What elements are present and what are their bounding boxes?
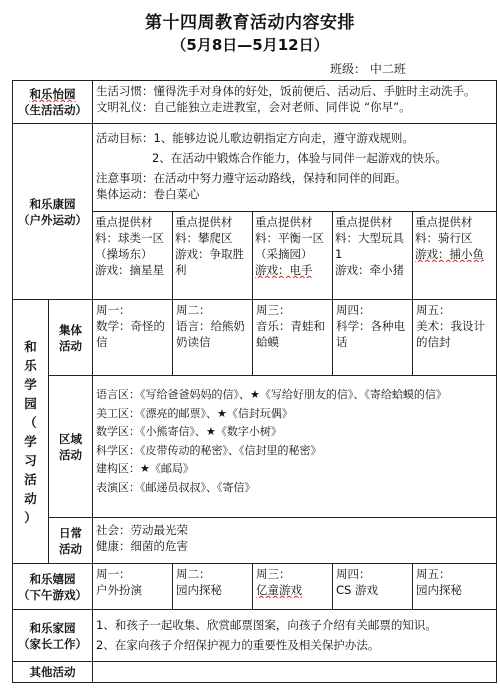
zone-4-line-2: 料：大型玩具 (335, 231, 404, 245)
lexi-mon-label: 周一： (96, 567, 131, 581)
category-lexue-c7: 活 (24, 471, 37, 487)
group-day-mon (93, 300, 173, 376)
category-lexue-c6: 习 (24, 452, 37, 468)
row-lekang-goals (13, 124, 497, 212)
category-leyi-title: 和乐怡园 (29, 87, 76, 101)
class-label: 班级： 中二班 (330, 62, 406, 76)
category-lexue-c5: 学 (24, 433, 37, 449)
group-day-mon-label: 周一： (96, 303, 131, 317)
row-lexue-daily (13, 518, 497, 564)
group-day-wed-text: 音乐：青蛙和蛤蟆 (256, 319, 325, 349)
category-other (13, 662, 93, 683)
zone-1 (93, 212, 173, 300)
date-range: （5月8日—5月12日） (171, 36, 329, 54)
category-lexi-sub: （下午游戏） (18, 587, 87, 602)
schedule-table (12, 80, 497, 683)
group-day-tue (173, 300, 253, 376)
sub-daily-activity (49, 518, 93, 564)
lekang-goal-2: 2、在活动中锻炼合作能力，体验与同伴一起游戏的快乐。 (152, 151, 447, 165)
group-day-tue-label: 周二： (176, 303, 211, 317)
category-lexi-title: 和乐嬉园 (29, 571, 76, 586)
category-lexue-c2: 学 (24, 376, 37, 392)
area-list (93, 376, 497, 518)
area-science: 科学区：《皮带传动的秘密》、《信封里的秘密》 (96, 443, 322, 457)
category-lexue (13, 300, 49, 564)
zone-5-line-2: 料：骑行区 (415, 231, 473, 245)
zone-1-line-2: 料：球类一区 (95, 231, 164, 245)
lexi-thu-label: 周四： (336, 567, 371, 581)
area-art: 美工区：《漂亮的邮票》、★《信封玩偶》 (96, 406, 293, 420)
area-math: 数学区：《小熊寄信》、★《数字小树》 (96, 425, 282, 438)
lexi-mon-text: 户外扮演 (96, 583, 142, 597)
group-day-mon-text: 数学：奇怪的信 (96, 319, 165, 349)
group-day-thu-text: 科学：各种电话 (336, 319, 405, 349)
other-content (93, 662, 497, 683)
zone-3-line-4: 游戏：电手 (255, 263, 313, 277)
category-leyi-sub: （生活活动） (18, 103, 87, 117)
row-other (13, 662, 497, 683)
zone-2-line-2: 料：攀爬区 (175, 231, 233, 245)
category-lekang (13, 124, 93, 300)
zone-2-line-1: 重点提供材 (175, 215, 233, 229)
zone-1-line-4: 游戏：摘星星 (95, 263, 164, 277)
category-lexue-c3: 园 (24, 395, 37, 411)
sub-area-activity (49, 376, 93, 518)
sub-daily-label-1: 日常 (59, 525, 82, 540)
category-lejia-title: 和乐家园 (29, 620, 76, 635)
category-lexue-c4: （ (24, 414, 37, 430)
row-leyi (13, 81, 497, 124)
lekang-goal-1: 活动目标：1、能够边说儿歌边朝指定方向走，遵守游戏规则。 (96, 131, 414, 145)
zone-5-line-3: 游戏：捕小鱼 (415, 247, 484, 261)
lexi-tue (173, 564, 253, 610)
category-lexue-c1: 乐 (24, 357, 37, 373)
lejia-item-1: 1、和孩子一起收集、欣赏邮票图案，向孩子介绍有关邮票的知识。 (96, 618, 437, 632)
zone-4-line-4: 游戏：牵小猪 (335, 263, 404, 277)
lexi-thu-text: CS 游戏 (336, 583, 378, 597)
area-language: 语言区：《写给爸爸妈妈的信》、★《写给好朋友的信》、《寄给蛤蟆的信》 (96, 388, 447, 401)
zone-3-line-2: 料：平衡一区 (255, 231, 324, 245)
category-lekang-sub: （户外运动） (18, 212, 87, 227)
leyi-content (93, 81, 497, 124)
daily-society: 社会：劳动最光荣 (96, 523, 188, 537)
group-day-thu-label: 周四： (336, 303, 371, 317)
row-lexi (13, 564, 497, 610)
row-lejia (13, 610, 497, 662)
group-day-thu (333, 300, 413, 376)
lekang-goals (93, 124, 497, 212)
lejia-item-2: 2、在家向孩子介绍保护视力的重要性及相关保护办法。 (96, 638, 380, 652)
category-lexi (13, 564, 93, 610)
category-leyi (13, 81, 93, 124)
category-lexue-c9: ） (24, 509, 37, 525)
page-title: 第十四周教育活动内容安排 (145, 13, 355, 33)
zone-3-line-3: （采摘园） (255, 247, 313, 261)
daily-health: 健康：细菌的危害 (96, 539, 188, 553)
leyi-etiquette: 文明礼仪：自己能独立走进教室，会对老师、同伴说 “你早”。 (96, 100, 411, 114)
zone-3 (253, 212, 333, 300)
lexi-wed-label: 周三： (256, 567, 291, 581)
lexi-thu (333, 564, 413, 610)
category-lejia-sub: （家长工作） (18, 636, 87, 651)
category-lekang-title: 和乐康园 (29, 196, 76, 211)
group-day-fri-text: 美术：我设计的信封 (416, 319, 485, 349)
lejia-content (93, 610, 497, 662)
lekang-note: 注意事项：在活动中努力遵守运动路线，保持和同伴的间距。 (96, 171, 407, 185)
lexi-mon (93, 564, 173, 610)
row-lexue-group (13, 300, 497, 376)
zone-2-line-4: 利 (175, 263, 187, 277)
zone-4-line-3: 1 (335, 247, 343, 261)
zone-5-line-1: 重点提供材 (415, 215, 473, 229)
row-lexue-area (13, 376, 497, 518)
group-day-wed-label: 周三： (256, 303, 291, 317)
lexi-tue-text: 园内探秘 (176, 583, 222, 597)
zone-3-line-1: 重点提供材 (255, 215, 313, 229)
area-performance: 表演区：《邮递员叔叔》、《寄信》 (96, 480, 256, 494)
sub-area-label-2: 活动 (59, 447, 82, 462)
sub-group-activity (49, 300, 93, 376)
sub-daily-label-2: 活动 (59, 541, 82, 556)
group-day-tue-text: 语言：给熊奶奶读信 (176, 319, 245, 349)
lexi-fri (413, 564, 497, 610)
sub-area-label-1: 区域 (59, 431, 82, 446)
zone-4 (333, 212, 413, 300)
zone-1-line-3: （操场东） (95, 247, 153, 261)
group-day-fri (413, 300, 497, 376)
group-day-fri-label: 周五： (416, 303, 451, 317)
daily-content (93, 518, 497, 564)
lexi-fri-text: 园内探秘 (416, 583, 462, 597)
zone-4-line-1: 重点提供材 (335, 215, 393, 229)
lexi-wed-text: 亿童游戏 (256, 583, 302, 597)
zone-1-line-1: 重点提供材 (95, 215, 153, 229)
category-lejia (13, 610, 93, 662)
lexi-tue-label: 周二： (176, 567, 211, 581)
lekang-group: 集体运动：卷白菜心 (96, 187, 200, 201)
group-day-wed (253, 300, 333, 376)
leyi-habit: 生活习惯：懂得洗手对身体的好处，饭前便后、活动后、手脏时主动洗手。 (96, 84, 476, 98)
zone-5 (413, 212, 497, 300)
area-construction: 建构区：★《邮局》 (96, 462, 194, 475)
category-other-title: 其他活动 (29, 665, 76, 679)
lexi-fri-label: 周五： (416, 567, 451, 581)
zone-2 (173, 212, 253, 300)
lexi-wed (253, 564, 333, 610)
sub-group-label-1: 集体 (59, 322, 82, 337)
category-lexue-c8: 动 (24, 490, 37, 506)
zone-2-line-3: 游戏：争取胜 (175, 247, 244, 261)
category-lexue-c0: 和 (24, 338, 37, 354)
sub-group-label-2: 活动 (59, 338, 82, 353)
